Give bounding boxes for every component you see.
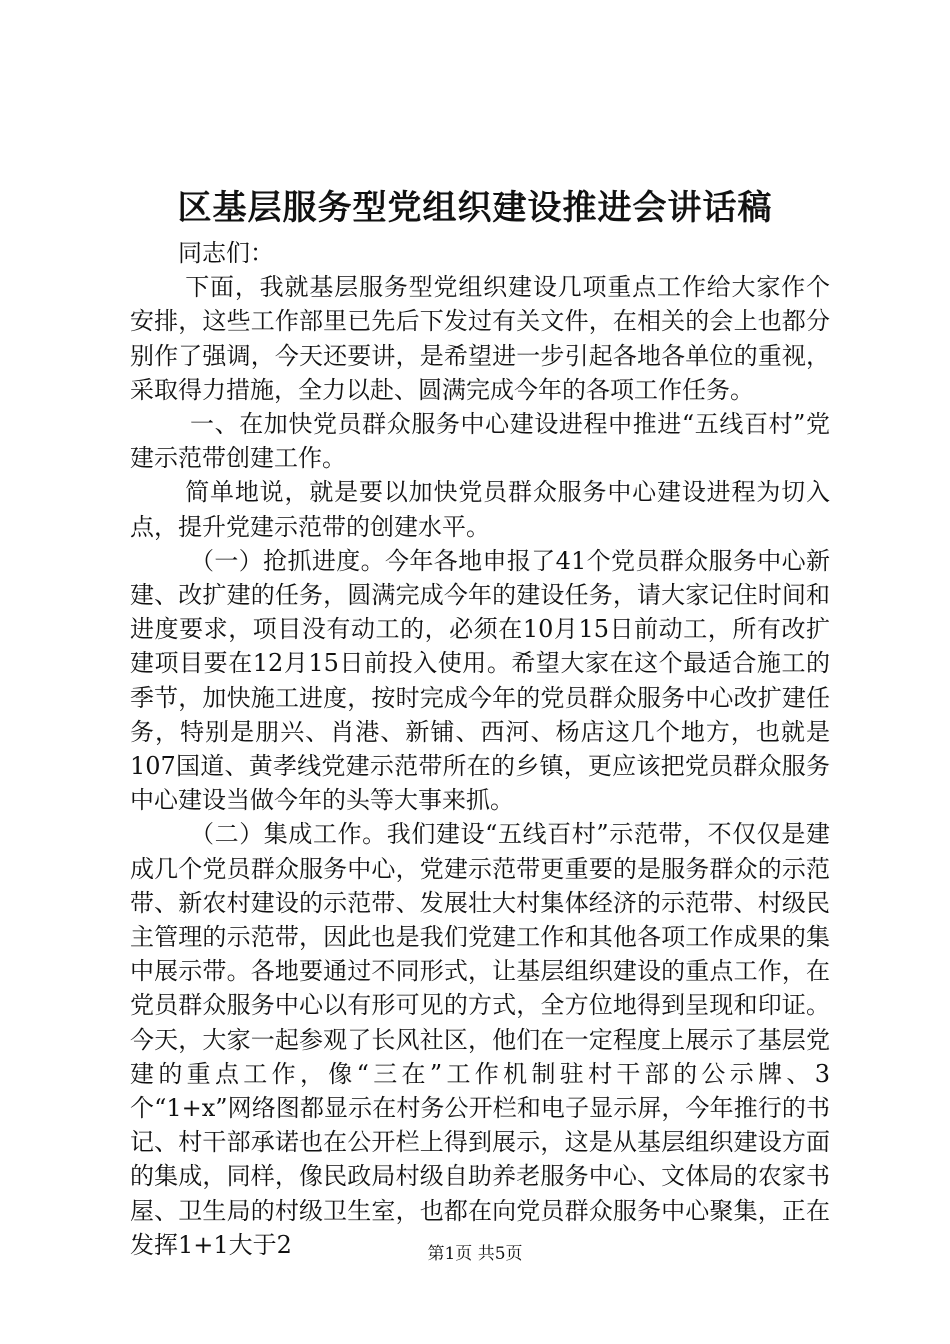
greeting: 同志们： — [178, 239, 274, 267]
document-body — [130, 236, 830, 1262]
section-heading-1: 一、在加快党员群众服务中心建设进程中推进“五线百村”党建示范带创建工作。 — [130, 410, 830, 473]
document-title: 区基层服务型党组织建设推进会讲话稿 — [177, 188, 773, 228]
paragraph-summary: 简单地说，就是要以加快党员群众服务中心建设进程为切入点，提升党建示范带的创建水平。 — [130, 478, 830, 541]
paragraph-intro: 下面，我就基层服务型党组织建设几项重点工作给大家作个安排，这些工作部里已先后下发过有关文件，在相关的会上也都分别作了强调，今天还要讲，是希望进一步引起各地各单位的重视，采取得力措施，全力以赴、圆满完成今年的各项工作任务。 — [130, 273, 830, 404]
paragraph-subsection-2: （二）集成工作。我们建设“五线百村”示范带，不仅仅是建成几个党员群众服务中心，党建示范带更重要的是服务群众的示范带、新农村建设的示范带、发展壮大村集体经济的示范带、村级民主管理的示范带，因此也是我们党建工作和其他各项工作成果的集中展示带。各地要通过不同形式，让基层组织建设的重点工作，在党员群众服务中心以有形可见的方式，全方位地得到呈现和印证。今天，大家一起参观了长风社区，他们在一定程度上展示了基层党建的重点工作，像“三在”工作机制驻村干部的公示牌、3个“1+x”网络图都显示在村务公开栏和电子显示屏，今年推行的书记、村干部承诺也在公开栏上得到展示，这是从基层组织建设方面的集成，同样，像民政局村级自助养老服务中心、文体局的农家书屋、卫生局的村级卫生室，也都在向党员群众服务中心聚集，正在发挥1+1大于2 — [130, 820, 830, 1259]
page-number-footer: 第1页 共5页 — [427, 1244, 523, 1264]
paragraph-subsection-1: （一）抢抓进度。今年各地申报了41个党员群众服务中心新建、改扩建的任务，圆满完成今年的建设任务，请大家记住时间和进度要求，项目没有动工的，必须在10月15日前动工，所有改扩建项目要在12月15日前投入使用。希望大家在这个最适合施工的季节，加快施工进度，按时完成今年的党员群众服务中心改扩建任务，特别是朋兴、肖港、新铺、西河、杨店这几个地方，也就是107国道、黄孝线党建示范带所在的乡镇，更应该把党员群众服务中心建设当做今年的头等大事来抓。 — [130, 546, 830, 815]
